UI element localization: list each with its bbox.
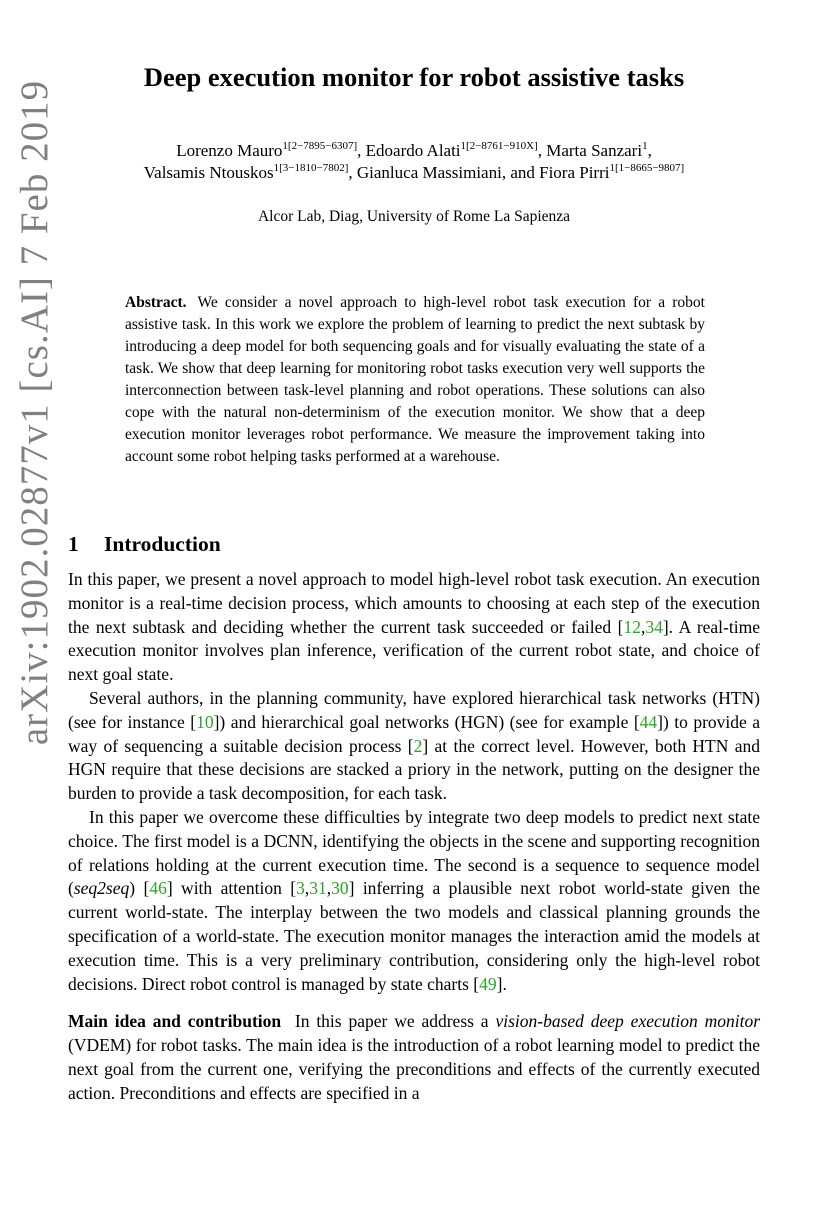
citation-link[interactable]: 12 (623, 616, 641, 637)
citation-link[interactable]: 46 (149, 878, 167, 899)
author-name: Valsamis Ntouskos (143, 163, 274, 182)
citation-link[interactable]: 44 (639, 711, 658, 732)
affiliation: Alcor Lab, Diag, University of Rome La Sapienza (257, 208, 571, 225)
citation-link[interactable]: 10 (196, 711, 214, 732)
paper-title: Deep execution monitor for robot assistive tasks (143, 62, 685, 92)
author-affiliation-mark: 1[1−8665−9807] (609, 162, 685, 174)
section-title: Introduction (104, 532, 221, 556)
paragraph-heading: Main idea and contribution (68, 1011, 282, 1032)
paragraph: Several authors, in the planning community, have explored hierarchical task networks (HTN) (see for instance [10]) and hierarchical goal networks (HGN) (see for example [44]) to provide a way of sequencing a suitable decision process [2] at the correct level. However, both HTN and HGN require that these decisions are stacked a priory in the network, putting on the designer the burden to provide a task decomposition, for each task. (68, 687, 760, 804)
abstract-text: We consider a novel approach to high-level robot task execution for a robot assistive task. In this work we explore the problem of learning to predict the next subtask by introducing a deep model for both sequencing goals and for visually evaluating the state of a task. We show that deep learning for monitoring robot tasks execution very well supports the interconnection between task-level planning and robot operations. These solutions can also cope with the natural non-determinism of the execution monitor. We show that a deep execution monitor leverages robot performance. We measure the improvement taking into account some robot helping tasks performed at a warehouse. (125, 294, 705, 465)
section-heading (68, 532, 221, 557)
author-name: Edoardo Alati (365, 141, 461, 160)
citation-link[interactable]: 3 (296, 878, 305, 899)
abstract (125, 292, 705, 468)
author-list: Lorenzo Mauro$^{1[2-7895-6307]}$, Edoardo Alati$^{1[2-8761-910X]}$, Marta Sanzari$^1$, Valsamis Ntouskos$^{1[3-1810-7802]}$, Gianluca Massimiani, and Fiora Pirri$^{1[1-8665-9807]}$ (143, 140, 685, 182)
paragraph: In this paper we overcome these difficulties by integrate two deep models to predict next state choice. The first model is a DCNN, identifying the objects in the scene and supporting recognition of relations holding at the current execution time. The second is a sequence to sequence model (seq2seq) [46] with attention [3,31,30] inferring a plausible next robot world-state given the current world-state. The interplay between the two models and classical planning grounds the specification of a world-state. The execution monitor manages the interaction amid the models at execution time. This is a very preliminary contribution, considering only the high-level robot decisions. Direct robot control is managed by state charts [49]. (68, 806, 760, 994)
arxiv-sidebar (10, 55, 60, 770)
author-name: Lorenzo Mauro (176, 141, 283, 160)
author-affiliation-mark: 1[2−7895−6307] (282, 140, 358, 152)
citation-link[interactable]: 2 (413, 735, 423, 756)
citation-link[interactable]: 34 (645, 616, 663, 637)
citation-link[interactable]: 31 (309, 878, 327, 899)
author-name: Gianluca Massimiani (356, 163, 502, 182)
author-affiliation-mark: 1 (642, 140, 648, 152)
arxiv-identifier: arXiv:1902.02877v1 [cs.AI] 7 Feb 2019 (13, 79, 57, 746)
author-name: Fiora Pirri (539, 163, 610, 182)
author-affiliation-mark: 1[2−8761−910X] (460, 140, 538, 152)
citation-link[interactable]: 49 (479, 973, 497, 994)
section-number: 1 (68, 532, 79, 556)
body-text (68, 568, 760, 1106)
citation-link[interactable]: 30 (331, 878, 349, 899)
paragraph: Main idea and contribution In this paper we address a vision-based deep execution monitor (VDEM) for robot tasks. The main idea is the introduction of a robot learning model to predict the next goal from the current one, verifying the preconditions and effects of the currently executed action. Preconditions and effects are specified in a (68, 1011, 761, 1103)
author-name: Marta Sanzari (546, 141, 643, 160)
abstract-label: Abstract. (125, 294, 187, 311)
paragraph: In this paper, we present a novel approach to model high-level robot task execution. An execution monitor is a real-time decision process, which amounts to choosing at each step of the execution the next subtask and deciding whether the current task succeeded or failed [12,34]. A real-time execution monitor involves plan inference, verification of the current robot state, and choice of next goal state. (68, 569, 760, 685)
author-affiliation-mark: 1[3−1810−7802] (273, 162, 349, 174)
